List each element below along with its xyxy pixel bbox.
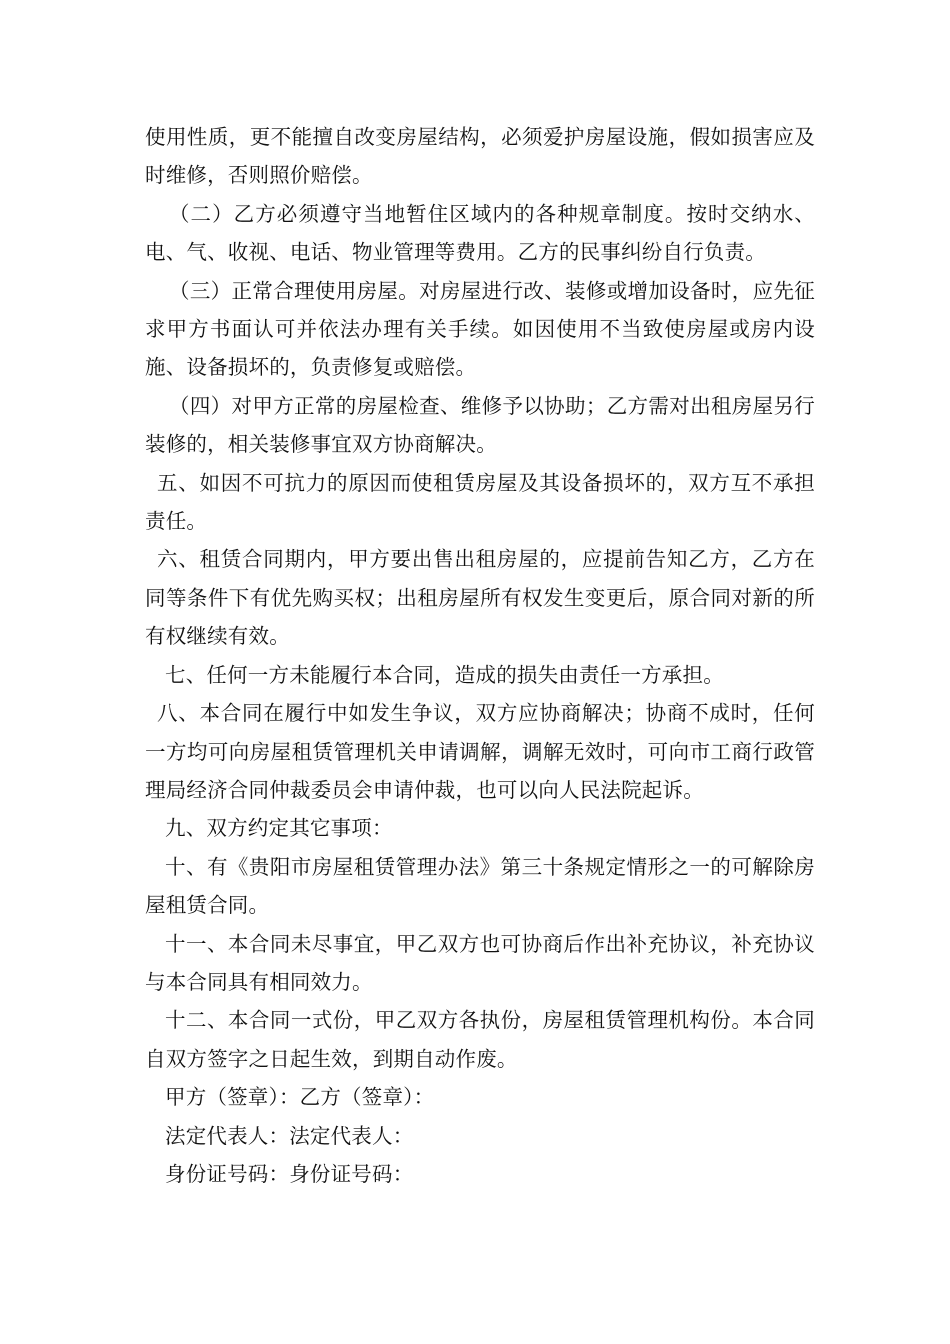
paragraph-clause-2: （二）乙方必须遵守当地暂住区域内的各种规章制度。按时交纳水、电、气、收视、电话、物业管理等费用。乙方的民事纠纷自行负责。 — [145, 201, 815, 265]
paragraph-article-7: 七、任何一方未能履行本合同，造成的损失由责任一方承担。 — [165, 662, 724, 687]
paragraph-article-6: 六、租赁合同期内，甲方要出售出租房屋的，应提前告知乙方，乙方在同等条件下有优先购买权；出租房屋所有权发生变更后，原合同对新的所有权继续有效。 — [145, 547, 815, 649]
paragraph-article-11: 十一、本合同未尽事宜，甲乙双方也可协商后作出补充协议，补充协议与本合同具有相同效力。 — [145, 931, 815, 994]
paragraph-article-5: 五、如因不可抗力的原因而使租赁房屋及其设备损坏的，双方互不承担责任。 — [145, 470, 815, 534]
paragraph-article-9: 九、双方约定其它事项： — [165, 816, 393, 841]
paragraph-article-8: 八、本合同在履行中如发生争议，双方应协商解决；协商不成时，任何一方均可向房屋租赁管理机关申请调解，调解无效时，可向市工商行政管理局经济合同仲裁委员会申请仲裁，也可以向人民法院起诉。 — [145, 701, 815, 802]
signature-line: 甲方（签章）：乙方（签章）： — [165, 1085, 435, 1110]
paragraph-clause-3: （三）正常合理使用房屋。对房屋进行改、装修或增加设备时，应先征求甲方书面认可并依法办理有关手续。如因使用不当致使房屋或房内设施、设备损坏的，负责修复或赔偿。 — [145, 278, 815, 380]
paragraph-usage-nature: 使用性质，更不能擅自改变房屋结构，必须爱护房屋设施，假如损害应及时维修，否则照价赔偿。 — [145, 125, 815, 188]
paragraph-article-12: 十二、本合同一式份，甲乙双方各执份，房屋租赁管理机构份。本合同自双方签字之日起生效，到期自动作废。 — [145, 1008, 815, 1071]
id-number-line: 身份证号码：身份证号码： — [165, 1161, 414, 1186]
legal-representative-line: 法定代表人：法定代表人： — [165, 1123, 414, 1148]
paragraph-article-10: 十、有《贵阳市房屋租赁管理办法》第三十条规定情形之一的可解除房屋租赁合同。 — [145, 854, 815, 918]
contract-text — [145, 118, 815, 1193]
paragraph-clause-4: （四）对甲方正常的房屋检查、维修予以协助；乙方需对出租房屋另行装修的，相关装修事宜双方协商解决。 — [145, 393, 815, 457]
